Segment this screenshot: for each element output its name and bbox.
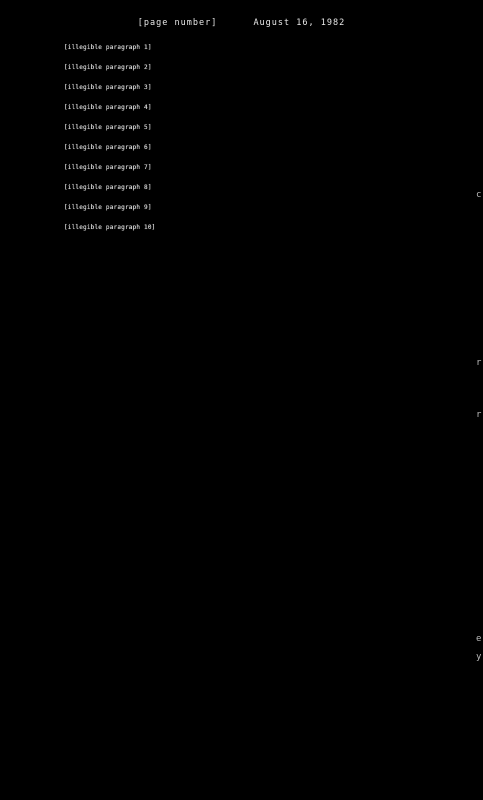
page-header [0, 18, 483, 28]
paragraph-9: [illegible paragraph 9] [64, 204, 152, 211]
margin-mark-4: e [476, 634, 482, 644]
paragraph-1: [illegible paragraph 1] [64, 44, 152, 51]
paragraph-7: [illegible paragraph 7] [64, 164, 152, 171]
margin-mark-1: c [476, 190, 482, 200]
page-date: August 16, 1982 [253, 18, 346, 28]
paragraph-5: [illegible paragraph 5] [64, 124, 152, 131]
paragraph-8: [illegible paragraph 8] [64, 184, 152, 191]
page-number: [page number] [137, 18, 218, 28]
paragraph-2: [illegible paragraph 2] [64, 64, 152, 71]
paragraph-3: [illegible paragraph 3] [64, 84, 152, 91]
paragraph-4: [illegible paragraph 4] [64, 104, 152, 111]
margin-mark-5: y [476, 652, 482, 662]
paragraph-6: [illegible paragraph 6] [64, 144, 152, 151]
margin-mark-3: r [476, 410, 482, 420]
paragraph-10: [illegible paragraph 10] [64, 224, 156, 231]
margin-mark-2: r [476, 358, 482, 368]
document-body [64, 44, 420, 770]
